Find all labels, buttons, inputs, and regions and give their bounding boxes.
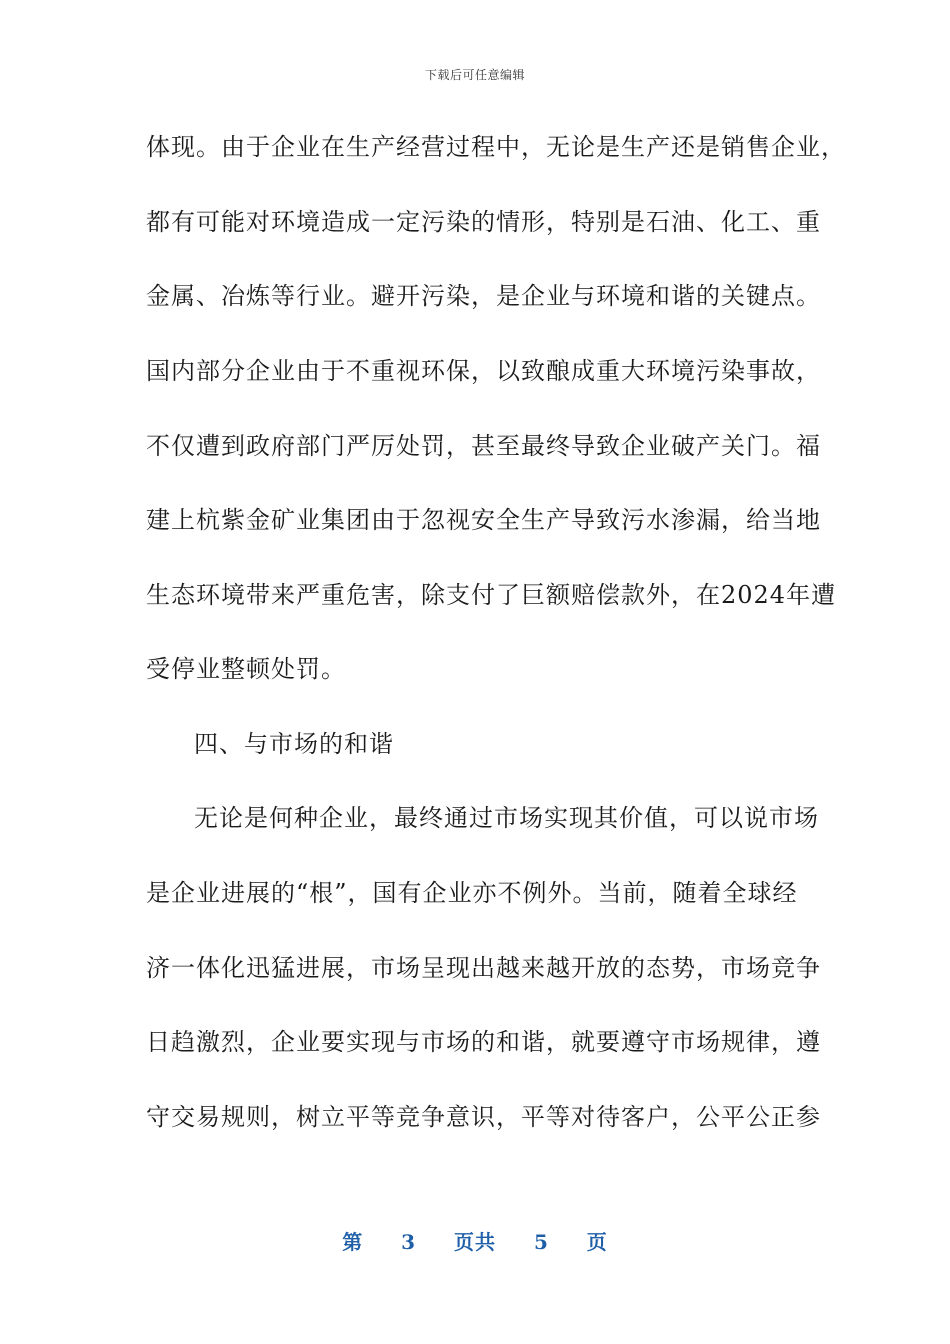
text-line: 受停业整顿处罚。	[146, 655, 346, 683]
text-line: 生态环境带来严重危害，除支付了巨额赔偿款外，在2024年遭	[146, 581, 837, 609]
total-pages: 5	[533, 1230, 549, 1254]
text-line: 不仅遭到政府部门严厉处罚，甚至最终导致企业破产关门。福	[146, 432, 821, 460]
section-heading: 四、与市场的和谐	[194, 730, 394, 758]
footer-suffix: 页	[586, 1230, 608, 1254]
footer-prefix: 第	[342, 1230, 364, 1254]
text-line: 都有可能对环境造成一定污染的情形，特别是石油、化工、重	[146, 208, 821, 236]
text-line: 济一体化迅猛进展，市场呈现出越来越开放的态势，市场竞争	[146, 954, 821, 982]
footer-middle: 页共	[454, 1230, 496, 1254]
current-page: 3	[401, 1230, 417, 1254]
page-header-note: 下载后可任意编辑	[424, 68, 525, 82]
text-line: 体现。由于企业在生产经营过程中，无论是生产还是销售企业，	[146, 133, 846, 161]
text-line: 日趋激烈，企业要实现与市场的和谐，就要遵守市场规律，遵	[146, 1028, 821, 1056]
page-number-footer	[0, 1226, 950, 1255]
text-line: 建上杭紫金矿业集团由于忽视安全生产导致污水渗漏，给当地	[146, 506, 821, 534]
text-line: 国内部分企业由于不重视环保，以致酿成重大环境污染事故，	[146, 357, 821, 385]
text-line: 金属、冶炼等行业。避开污染，是企业与环境和谐的关键点。	[146, 282, 821, 310]
text-line: 是企业进展的“根”，国有企业亦不例外。当前，随着全球经	[146, 879, 798, 907]
paragraph-first-line: 无论是何种企业，最终通过市场实现其价值，可以说市场	[194, 804, 819, 832]
text-line: 守交易规则，树立平等竞争意识，平等对待客户，公平公正参	[146, 1103, 821, 1131]
